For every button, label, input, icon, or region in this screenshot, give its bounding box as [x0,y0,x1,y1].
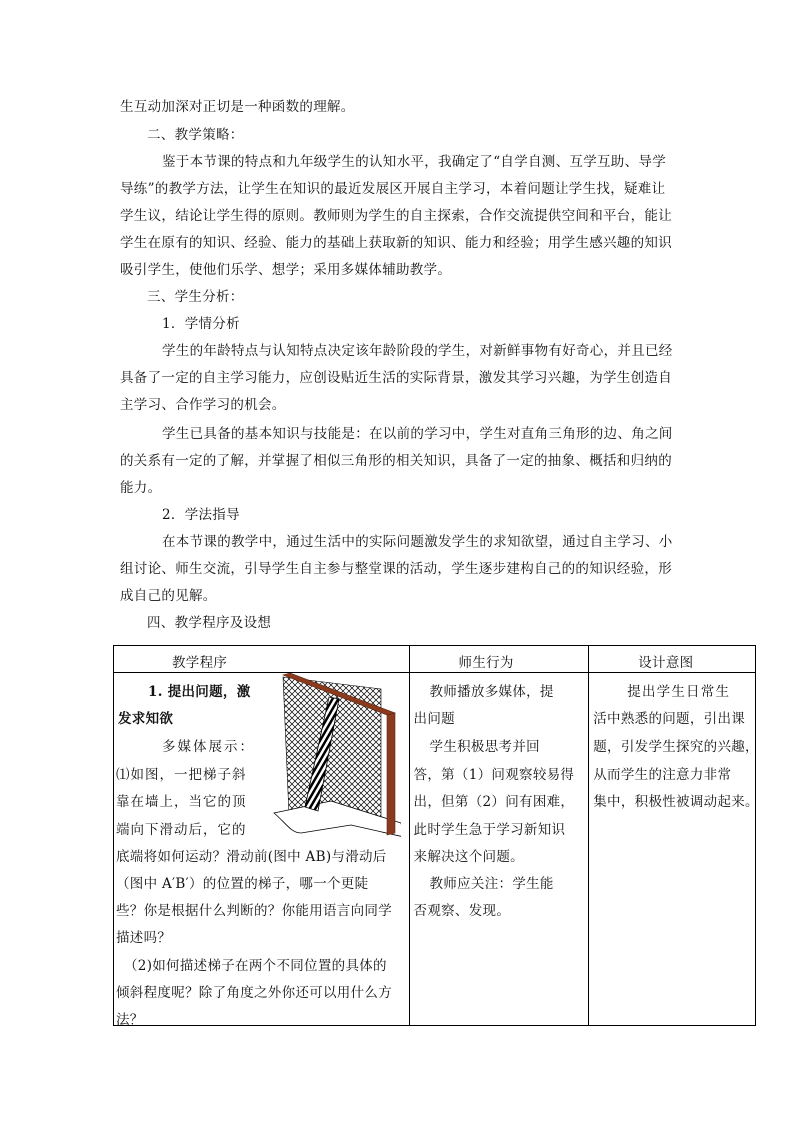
paragraph-line: 鉴于本节课的特点和九年级学生的认知水平，我确定了“自学自测、互学互助、导学 [162,154,667,170]
behavior-line: 教师应关注：学生能 [429,876,554,892]
question-line: 些？你是根据什么判断的？你能用语言向同学 [116,903,392,919]
paragraph-line: 的关系有一定的了解，并掌握了相似三角形的相关知识，具备了一定的抽象、概括和归纳的 [120,453,672,469]
header-teacher-student-behavior [409,646,589,673]
header-teaching-procedure [114,646,410,673]
paragraph-line: 三、学生分析： [147,289,244,305]
paragraph-line: 学生在原有的知识、经验、能力的基础上获取新的知识、能力和经验；用学生感兴趣的知识 [120,235,672,251]
teaching-procedure-table [113,645,759,1028]
behavior-line: 出问题 [413,711,455,727]
paragraph-line: 学生议，结论让学生得的原则。教师则为学生的自主探索，合作交流提供空间和平台，能让 [120,208,672,224]
behavior-line: 否观察、发现。 [413,903,511,919]
header-label: 师生行为 [458,655,514,671]
question-line: （2)如何描述梯子在两个不同位置的具体的 [124,958,387,974]
question-line: （图中 A′B′）的位置的梯子，哪一个更陡 [116,876,369,892]
intent-cell [589,673,759,1026]
behavior-cell [409,673,589,1026]
intent-line: 活中熟悉的问题，引出课 [593,711,746,727]
behavior-line: 学生积极思考并回 [429,739,540,755]
paragraph-line: 学生已具备的基本知识与技能是：在以前的学习中，学生对直角三角形的边、角之间 [162,426,673,442]
intent-line: 从而学生的注意力非常 [593,767,732,783]
paragraph-line: 吸引学生，使他们乐学、想学；采用多媒体辅助教学。 [120,262,452,278]
ladder-figure [271,673,401,843]
behavior-line: 答，第（1）问观察较易得 [413,767,575,783]
intent-line: 集中，积极性被调动起来。 [593,794,759,810]
question-line: 法？ [116,1012,144,1028]
paragraph-line: 在本节课的教学中，通过生活中的实际问题激发学生的求知欲望，通过自主学习、小 [162,534,673,550]
header-design-intent [589,646,756,673]
paragraph-line: 四、教学程序及设想 [147,615,272,631]
step-title-cont: 发求知欲 [118,711,174,727]
behavior-line: 来解决这个问题。 [413,849,524,865]
behavior-line: 出，但第（2）问有困难， [413,794,575,810]
multimedia-label: 多媒体展示： [162,739,255,755]
paragraph-line: 主学习、合作学习的机会。 [120,397,286,413]
intent-line: 提出学生日常生 [627,684,731,700]
behavior-line: 此时学生急于学习新知识 [413,822,566,838]
question-line: 倾斜程度呢？除了角度之外你还可以用什么方 [116,985,392,1001]
paragraph-line: 具备了一定的自主学习能力，应创设贴近生活的实际背景，激发其学习兴趣，为学生创造自 [120,370,672,386]
paragraph-line: 二、教学策略： [147,127,244,143]
wall-board-side [387,713,395,835]
paragraph-line: 学生的年龄特点与认知特点决定该年龄阶段的学生，对新鲜事物有好奇心，并且已经 [162,343,673,359]
header-label: 设计意图 [638,655,694,671]
paragraph-line: 导练”的教学方法，让学生在知识的最近发展区开展自主学习，本着问题让学生找，疑难让 [120,181,666,197]
step-title: 1. 提出问题，激 [148,684,251,700]
question-line: 底端将如何运动？滑动前(图中 AB)与滑动后 [116,849,387,865]
paragraph-line: 1．学情分析 [162,316,240,332]
procedure-cell [114,673,410,1026]
header-label: 教学程序 [172,655,228,671]
question-line: 端向下滑动后，它的 [116,822,247,838]
paragraph-line: 能力。 [120,480,162,496]
intent-line: 题，引发学生探究的兴趣， [593,739,759,755]
question-line: 描述吗？ [116,930,172,946]
paragraph-line: 生互动加深对正切是一种函数的理解。 [120,99,355,115]
behavior-line: 教师播放多媒体，提 [429,684,554,700]
paragraph-line: 组讨论、师生交流，引导学生自主参与整堂课的活动，学生逐步建构自己的的知识经验，形 [120,561,672,577]
question-line: ⑴如图，一把梯子斜 [116,767,247,783]
paragraph-line: 2．学法指导 [162,507,240,523]
question-line: 靠在墙上，当它的顶 [116,794,247,810]
paragraph-line: 成自己的见解。 [120,588,217,604]
